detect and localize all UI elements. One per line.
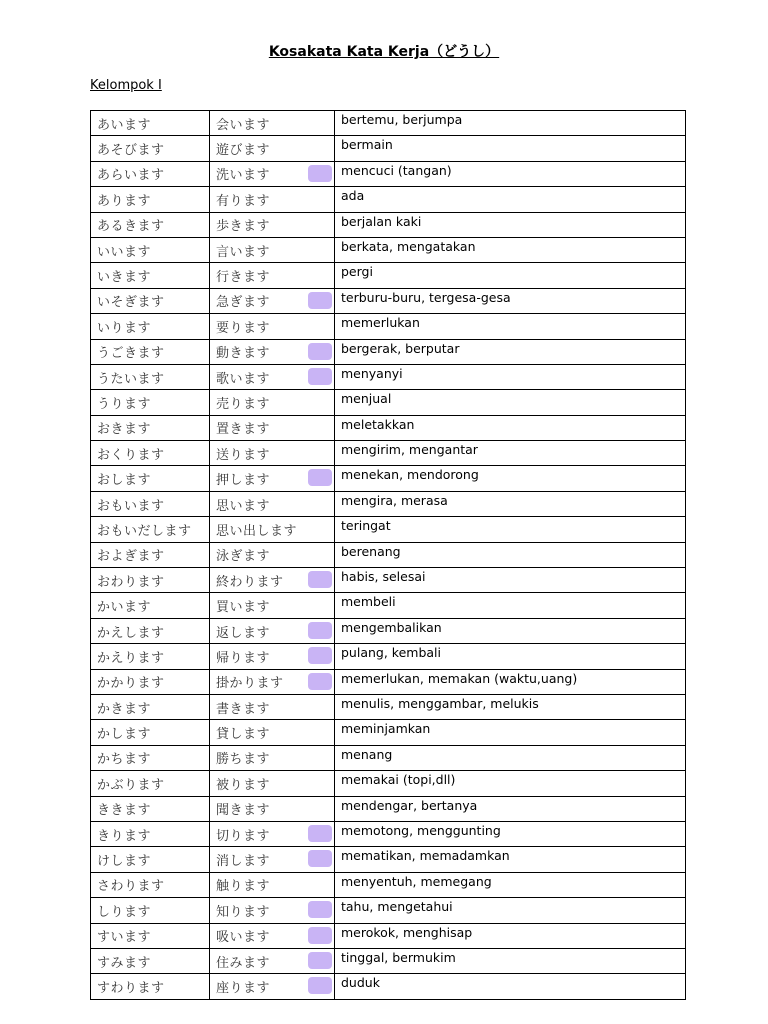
meaning-cell: tahu, mengetahui: [335, 898, 686, 923]
meaning-cell: memakai (topi,dll): [335, 771, 686, 796]
kanji-text: 勝ちます: [216, 752, 271, 768]
table-row: [91, 948, 686, 973]
highlight-mark: [308, 901, 332, 918]
kana-cell: けします: [91, 847, 210, 872]
meaning-cell: ada: [335, 187, 686, 212]
meaning-cell: berenang: [335, 542, 686, 567]
kana-cell: かいます: [91, 593, 210, 618]
highlight-mark: [308, 469, 332, 486]
meaning-cell: mengembalikan: [335, 618, 686, 643]
kanji-cell: [210, 821, 335, 846]
meaning-cell: mengirim, mengantar: [335, 441, 686, 466]
highlight-mark: [308, 292, 332, 309]
meaning-cell: tinggal, bermukim: [335, 948, 686, 973]
kanji-text: 被ります: [216, 777, 271, 793]
kanji-text: 要ります: [216, 320, 271, 336]
kanji-cell: [210, 923, 335, 948]
highlight-mark: [308, 825, 332, 842]
meaning-cell: terburu-buru, tergesa-gesa: [335, 288, 686, 313]
meaning-cell: merokok, menghisap: [335, 923, 686, 948]
table-row: [91, 974, 686, 999]
kana-cell: あいます: [91, 111, 210, 136]
meaning-cell: teringat: [335, 517, 686, 542]
kanji-text: 掛かります: [216, 676, 284, 692]
meaning-cell: menang: [335, 745, 686, 770]
meaning-cell: meletakkan: [335, 415, 686, 440]
kanji-text: 売ります: [216, 396, 271, 412]
kanji-cell: [210, 314, 335, 339]
table-row: [91, 314, 686, 339]
highlight-mark: [308, 673, 332, 690]
highlight-mark: [308, 571, 332, 588]
kanji-cell: [210, 441, 335, 466]
table-row: [91, 898, 686, 923]
highlight-mark: [308, 647, 332, 664]
kanji-text: 吸います: [216, 930, 271, 946]
kanji-text: 書きます: [216, 701, 271, 717]
kana-cell: あらいます: [91, 161, 210, 186]
highlight-mark: [308, 927, 332, 944]
kanji-text: 座ります: [216, 980, 271, 996]
meaning-cell: menulis, menggambar, melukis: [335, 694, 686, 719]
kana-cell: すわります: [91, 974, 210, 999]
kanji-cell: [210, 771, 335, 796]
kanji-cell: [210, 466, 335, 491]
table-row: [91, 491, 686, 516]
vocabulary-table-body: [91, 111, 686, 1000]
meaning-cell: berjalan kaki: [335, 212, 686, 237]
kanji-cell: [210, 847, 335, 872]
kanji-cell: [210, 390, 335, 415]
kanji-text: 返します: [216, 625, 271, 641]
kanji-cell: [210, 491, 335, 516]
kanji-text: 思います: [216, 498, 271, 514]
kanji-cell: [210, 415, 335, 440]
table-row: [91, 923, 686, 948]
kana-cell: おもいだします: [91, 517, 210, 542]
kanji-cell: [210, 644, 335, 669]
kanji-text: 急ぎます: [216, 295, 271, 311]
kana-cell: おきます: [91, 415, 210, 440]
table-row: [91, 771, 686, 796]
table-row: [91, 390, 686, 415]
kanji-cell: [210, 187, 335, 212]
highlight-mark: [308, 165, 332, 182]
kana-cell: すいます: [91, 923, 210, 948]
kana-cell: うたいます: [91, 364, 210, 389]
kana-cell: うごきます: [91, 339, 210, 364]
kana-cell: かちます: [91, 745, 210, 770]
vocabulary-table: [90, 110, 686, 1000]
kana-cell: あります: [91, 187, 210, 212]
kanji-cell: [210, 237, 335, 262]
table-row: [91, 415, 686, 440]
kanji-text: 住みます: [216, 955, 271, 971]
table-row: [91, 187, 686, 212]
kana-cell: ききます: [91, 796, 210, 821]
table-row: [91, 466, 686, 491]
highlight-mark: [308, 368, 332, 385]
meaning-cell: memerlukan: [335, 314, 686, 339]
kanji-text: 歩きます: [216, 219, 271, 235]
table-row: [91, 644, 686, 669]
meaning-cell: memerlukan, memakan (waktu,uang): [335, 669, 686, 694]
meaning-cell: berkata, mengatakan: [335, 237, 686, 262]
table-row: [91, 237, 686, 262]
kanji-cell: [210, 796, 335, 821]
kana-cell: かかります: [91, 669, 210, 694]
kanji-cell: [210, 745, 335, 770]
meaning-cell: bertemu, berjumpa: [335, 111, 686, 136]
kanji-text: 押します: [216, 473, 271, 489]
kana-cell: おわります: [91, 568, 210, 593]
meaning-cell: pergi: [335, 263, 686, 288]
table-row: [91, 441, 686, 466]
kanji-cell: [210, 568, 335, 593]
section-heading: Kelompok I: [90, 78, 162, 93]
kanji-text: 知ります: [216, 904, 271, 920]
meaning-cell: mengira, merasa: [335, 491, 686, 516]
table-row: [91, 517, 686, 542]
table-row: [91, 745, 686, 770]
meaning-cell: menyanyi: [335, 364, 686, 389]
meaning-cell: meminjamkan: [335, 720, 686, 745]
kanji-cell: [210, 161, 335, 186]
highlight-mark: [308, 977, 332, 994]
table-row: [91, 694, 686, 719]
kana-cell: しります: [91, 898, 210, 923]
meaning-cell: memotong, menggunting: [335, 821, 686, 846]
kanji-cell: [210, 872, 335, 897]
kanji-text: 動きます: [216, 346, 271, 362]
highlight-mark: [308, 850, 332, 867]
kanji-text: 泳ぎます: [216, 549, 271, 565]
kanji-cell: [210, 898, 335, 923]
kana-cell: さわります: [91, 872, 210, 897]
table-row: [91, 847, 686, 872]
table-row: [91, 568, 686, 593]
meaning-cell: menyentuh, memegang: [335, 872, 686, 897]
kanji-text: 歌います: [216, 371, 271, 387]
kanji-cell: [210, 288, 335, 313]
kana-cell: いそぎます: [91, 288, 210, 313]
kana-cell: あるきます: [91, 212, 210, 237]
kana-cell: あそびます: [91, 136, 210, 161]
meaning-cell: pulang, kembali: [335, 644, 686, 669]
meaning-cell: bergerak, berputar: [335, 339, 686, 364]
kana-cell: うります: [91, 390, 210, 415]
kanji-cell: [210, 339, 335, 364]
kanji-text: 置きます: [216, 422, 271, 438]
kanji-cell: [210, 593, 335, 618]
kanji-cell: [210, 974, 335, 999]
kanji-cell: [210, 694, 335, 719]
kana-cell: かえります: [91, 644, 210, 669]
table-row: [91, 821, 686, 846]
kanji-text: 有ります: [216, 193, 271, 209]
meaning-cell: menjual: [335, 390, 686, 415]
table-row: [91, 593, 686, 618]
meaning-cell: bermain: [335, 136, 686, 161]
kana-cell: おもいます: [91, 491, 210, 516]
kana-cell: いります: [91, 314, 210, 339]
kana-cell: かぶります: [91, 771, 210, 796]
kanji-cell: [210, 618, 335, 643]
highlight-mark: [308, 622, 332, 639]
kanji-text: 会います: [216, 117, 271, 133]
kanji-text: 帰ります: [216, 650, 271, 666]
kanji-cell: [210, 212, 335, 237]
table-row: [91, 872, 686, 897]
kana-cell: かきます: [91, 694, 210, 719]
table-row: [91, 364, 686, 389]
kanji-text: 行きます: [216, 270, 271, 286]
kanji-cell: [210, 948, 335, 973]
meaning-cell: habis, selesai: [335, 568, 686, 593]
kanji-text: 終わります: [216, 574, 284, 590]
table-row: [91, 618, 686, 643]
kanji-cell: [210, 542, 335, 567]
table-row: [91, 720, 686, 745]
kana-cell: かします: [91, 720, 210, 745]
meaning-cell: membeli: [335, 593, 686, 618]
kana-cell: きります: [91, 821, 210, 846]
table-row: [91, 263, 686, 288]
kanji-text: 切ります: [216, 828, 271, 844]
kanji-cell: [210, 720, 335, 745]
kana-cell: すみます: [91, 948, 210, 973]
meaning-cell: mendengar, bertanya: [335, 796, 686, 821]
kanji-cell: [210, 364, 335, 389]
table-row: [91, 111, 686, 136]
table-row: [91, 542, 686, 567]
kanji-cell: [210, 669, 335, 694]
highlight-mark: [308, 952, 332, 969]
table-row: [91, 161, 686, 186]
meaning-cell: duduk: [335, 974, 686, 999]
kanji-text: 消します: [216, 854, 271, 870]
kanji-text: 送ります: [216, 447, 271, 463]
table-row: [91, 136, 686, 161]
table-row: [91, 796, 686, 821]
kanji-text: 言います: [216, 244, 271, 260]
kana-cell: おします: [91, 466, 210, 491]
kana-cell: おくります: [91, 441, 210, 466]
kanji-cell: [210, 517, 335, 542]
meaning-cell: menekan, mendorong: [335, 466, 686, 491]
kanji-cell: [210, 111, 335, 136]
table-row: [91, 669, 686, 694]
kana-cell: およぎます: [91, 542, 210, 567]
kanji-text: 触ります: [216, 879, 271, 895]
kanji-text: 思い出します: [216, 523, 298, 539]
table-row: [91, 288, 686, 313]
kanji-text: 遊びます: [216, 143, 271, 159]
kanji-text: 洗います: [216, 168, 271, 184]
kanji-text: 聞きます: [216, 803, 271, 819]
kana-cell: かえします: [91, 618, 210, 643]
meaning-cell: mencuci (tangan): [335, 161, 686, 186]
kana-cell: いきます: [91, 263, 210, 288]
kanji-cell: [210, 136, 335, 161]
table-row: [91, 339, 686, 364]
kanji-text: 貸します: [216, 727, 271, 743]
kanji-cell: [210, 263, 335, 288]
meaning-cell: mematikan, memadamkan: [335, 847, 686, 872]
kana-cell: いいます: [91, 237, 210, 262]
table-row: [91, 212, 686, 237]
kanji-text: 買います: [216, 600, 271, 616]
document-title: Kosakata Kata Kerja（どうし）: [268, 44, 500, 60]
highlight-mark: [308, 343, 332, 360]
